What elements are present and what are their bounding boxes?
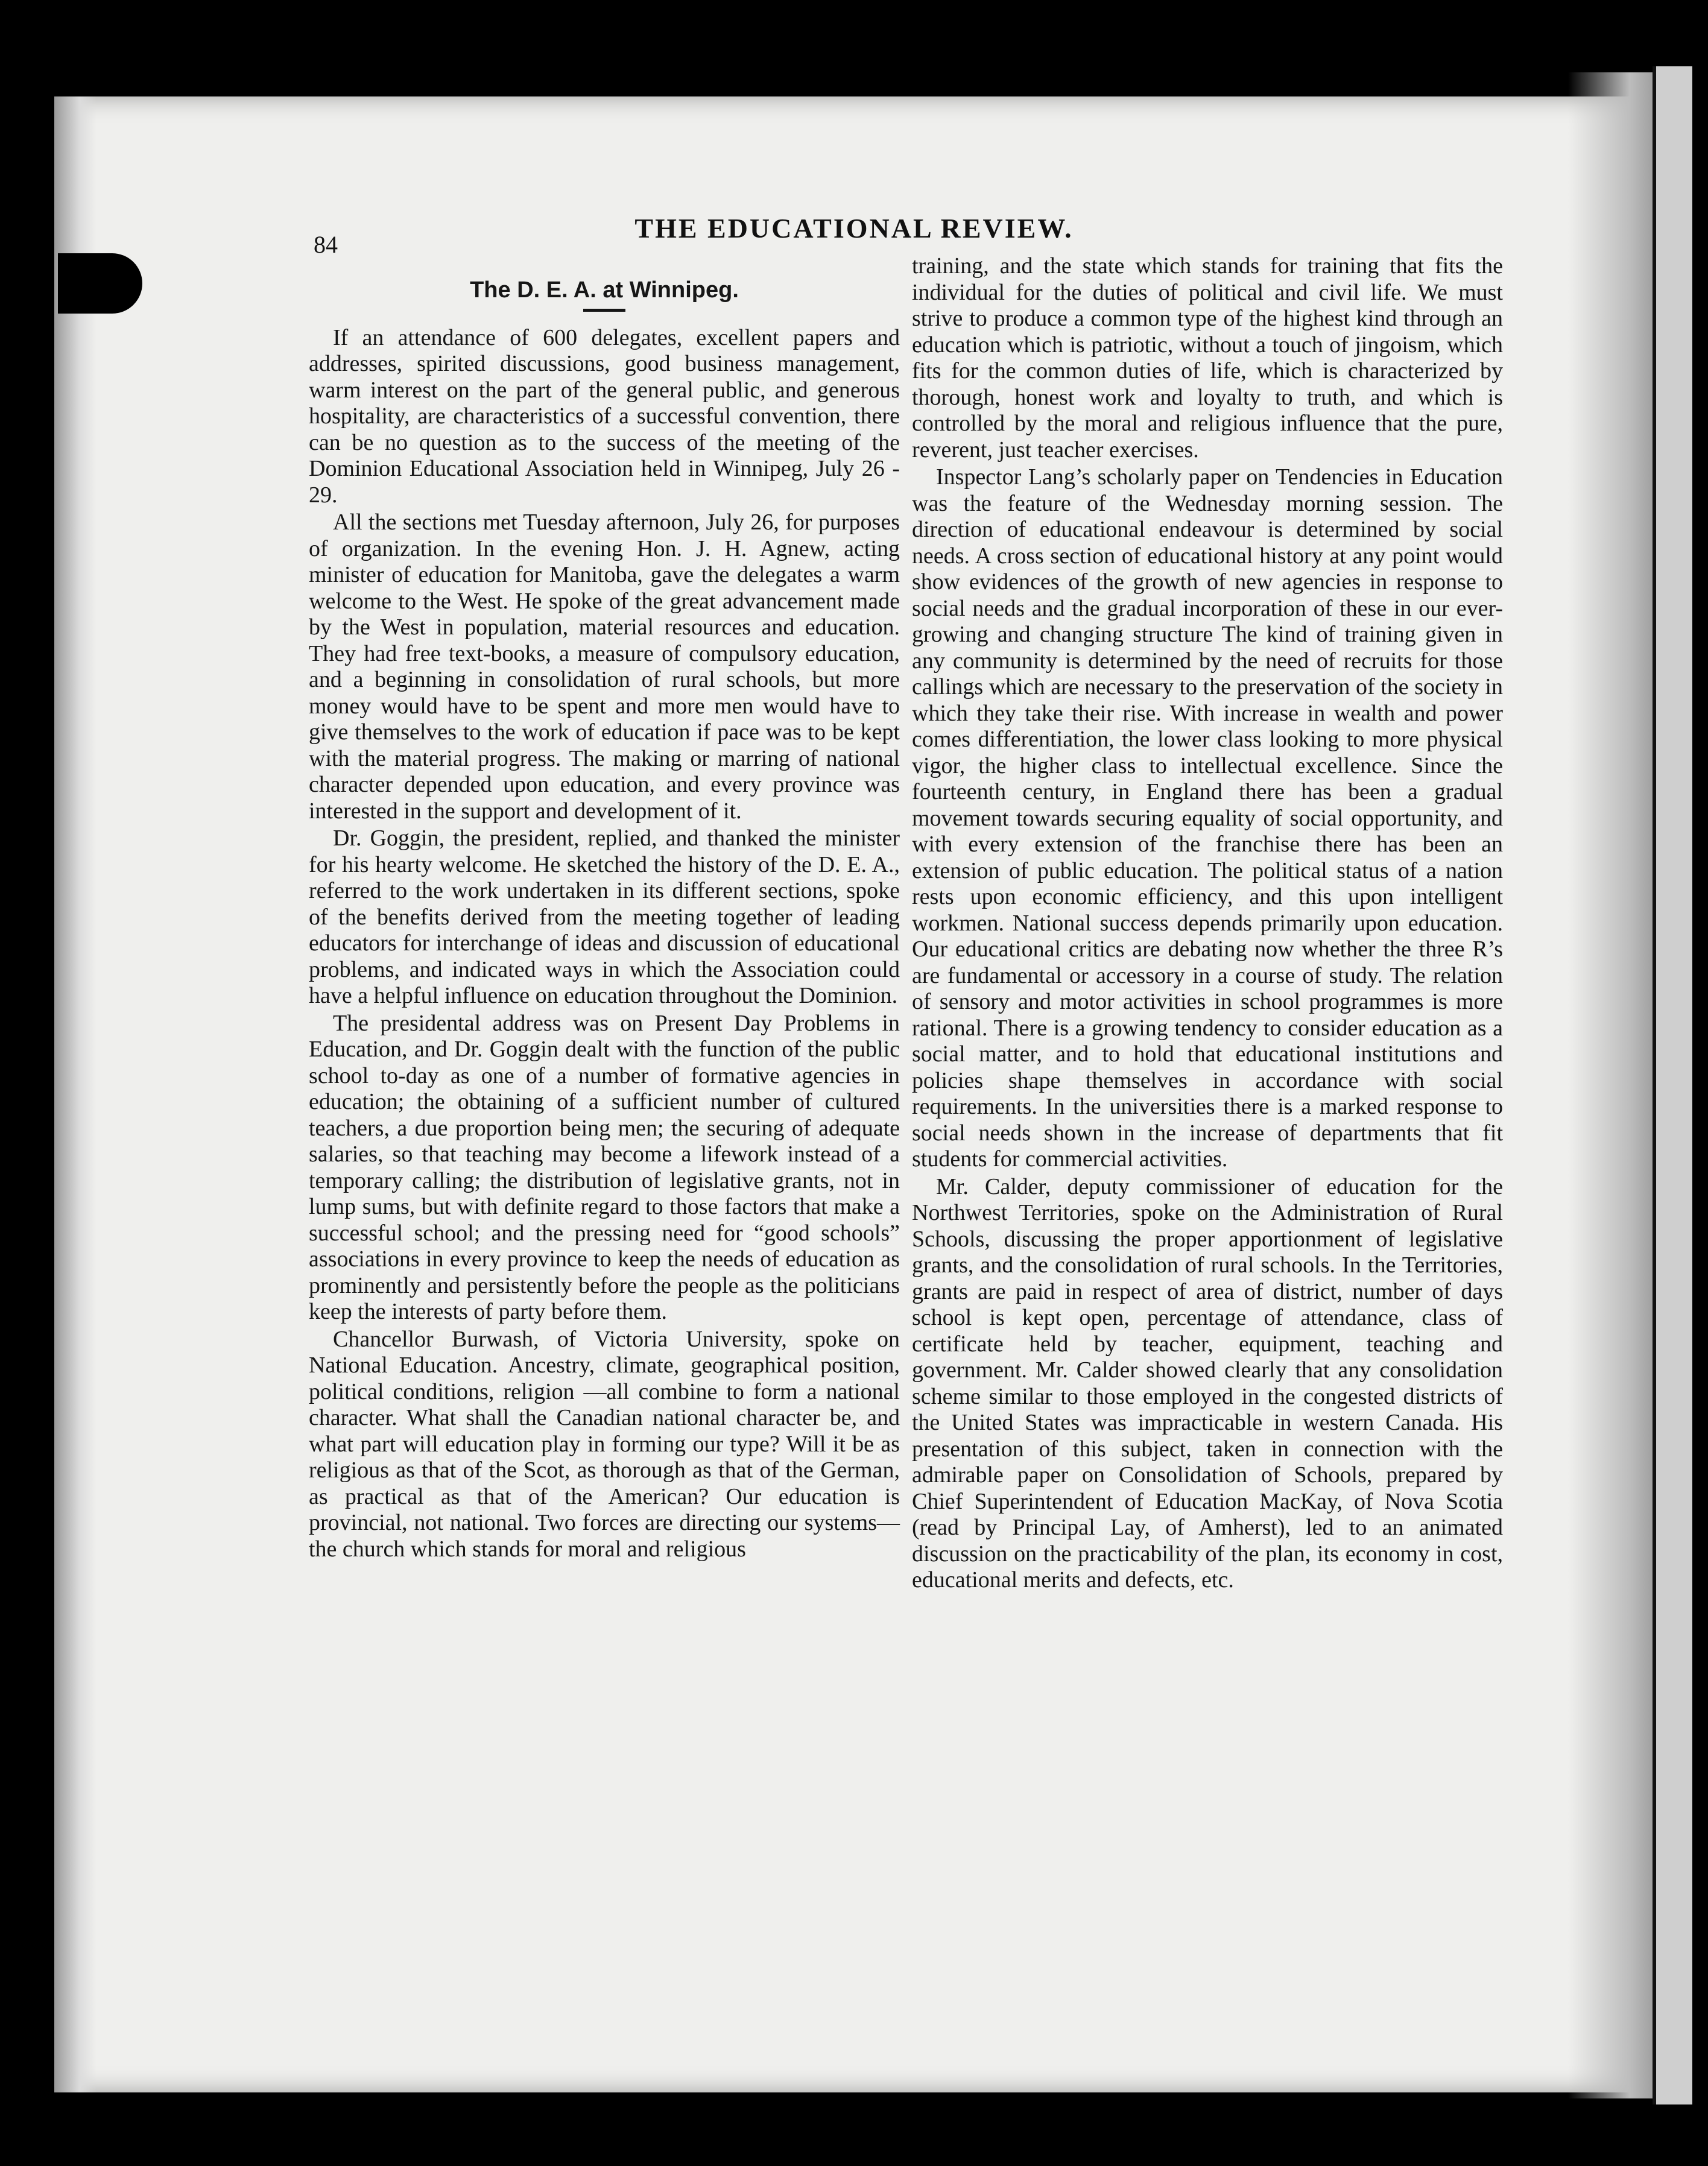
page-number: 84 — [314, 231, 338, 258]
left-column — [309, 271, 900, 2020]
paragraph: All the sections met Tuesday afternoon, July 26, for purposes of organization. In the evening Hon. J. H. Agnew, acting minister of education for Manitoba, gave the delegates a warm welcome to the West. He spoke of the great advancement made by the West in population, material resources and education. They had free text-books, a measure of compulsory education, and a beginning in consolidation of rural schools, but more money would have to be spent and more men would have to give themselves to the work of education if pace was to be kept with the material progress. The making or marring of national character depended upon education, and every province was interested in the support and development of it. — [309, 510, 900, 824]
facing-page-edge — [1653, 66, 1692, 2104]
spine-shadow — [54, 96, 96, 2092]
running-head: THE EDUCATIONAL REVIEW. — [634, 213, 1074, 244]
paragraph: Inspector Lang’s scholarly paper on Tendencies in Education was the feature of the Wednesday morning session. The direction of educational endeavour is determined by social needs. A cross section of educational history at any point would show evidences of the growth of new agencies in response to social needs and the gradual incorporation of these in our ever-growing and changing structure The kind of training given in any community is determined by the need of recruits for those callings which are necessary to the preservation of the society in which they take their rise. With increase in wealth and power comes differentiation, the lower class looking to more physical vigor, the higher class to intellectual excellence. Since the fourteenth century, in England there has been a gradual movement towards securing equality of social opportunity, and with every extension of the franchise there has been an extension of public education. The political status of a nation rests upon economic efficiency, and this upon intelligent workmen. National success depends primarily upon education. Our educational critics are debating now whether the three R’s are fundamental or accessory in a course of study. The relation of sensory and motor activities in school programmes is more rational. There is a growing tendency to consider education as a social matter, and to hold that educational institutions and policies shape themselves in accordance with social requirements. In the universities there is a marked response to social needs shown in the increase of departments that fit students for commercial activities. — [912, 464, 1503, 1172]
right-column — [912, 253, 1503, 2002]
paragraph: Mr. Calder, deputy commissioner of education for the Northwest Territories, spoke on the Administration of Rural Schools, discussing the proper apportionment of legislative grants, and the consolidation of rural schools. In the Territories, grants are paid in respect of area of district, number of days school is kept open, percentage of attendance, class of certificate held by teacher, equipment, teaching and government. Mr. Calder showed clearly that any consolidation scheme similar to those employed in the congested districts of the United States was impracticable in western Canada. His presentation of this subject, taken in connection with the admirable paper on Consolidation of Schools, prepared by Chief Superintendent of Education MacKay, of Nova Scotia (read by Principal Lay, of Amherst), led to an animated discussion on the practicability of the plan, its economy in cost, educational merits and defects, etc. — [912, 1173, 1503, 1593]
paragraph: training, and the state which stands for training that fits the individual for the duties of political and civil life. We must strive to produce a common type of the highest kind through an education which is patriotic, without a touch of jingoism, which fits for the common duties of life, which is characterized by thorough, honest work and loyalty to truth, and which is controlled by the moral and religious influence that the pure, reverent, just teacher exercises. — [912, 253, 1503, 463]
paragraph: The presidental address was on Present Day Problems in Education, and Dr. Goggin dealt with the function of the public school to-day as one of a number of formative agencies in education; the obtaining of a sufficient number of cultured teachers, a due proportion being men; the securing of adequate salaries, so that teaching may become a lifework instead of a temporary calling; the distribution of legislative grants, not in lump sums, but with definite regard to those factors that make a successful school; and the pressing need for “good schools” associations in every province to keep the needs of education as prominently and persistently before the people as the politicians keep the interests of party before them. — [309, 1010, 900, 1324]
article-title: The D. E. A. at Winnipeg. — [470, 277, 739, 303]
title-rule — [583, 309, 625, 312]
paragraph: If an attendance of 600 delegates, excellent papers and addresses, spirited discussions, good business management, warm interest on the part of the general public, and generous hospitality, are characteristics of a successful convention, there can be no question as to the success of the meeting of the Dominion Educational Association held in Winnipeg, July 26 - 29. — [309, 324, 900, 508]
paragraph: Dr. Goggin, the president, replied, and thanked the minister for his hearty welcome. He sketched the history of the D. E. A., referred to the work undertaken in its different sections, spoke of the benefits derived from the meeting together of leading educators for interchange of ideas and discussion of educational problems, and indicated ways in which the Association could have a helpful influence on education throughout the Dominion. — [309, 826, 900, 1008]
scan-clip-mark — [58, 253, 142, 314]
paragraph: Chancellor Burwash, of Victoria University, spoke on National Education. Ancestry, climate, geographical position, political conditions, religion —all combine to form a national character. What shall the Canadian national character be, and what part will education play in forming our type? Will it be as religious as that of the Scot, as thorough as that of the German, as practical as that of the American? Our education is provincial, not national. Two forces are directing our systems— the church which stands for moral and religious — [309, 1326, 900, 1562]
